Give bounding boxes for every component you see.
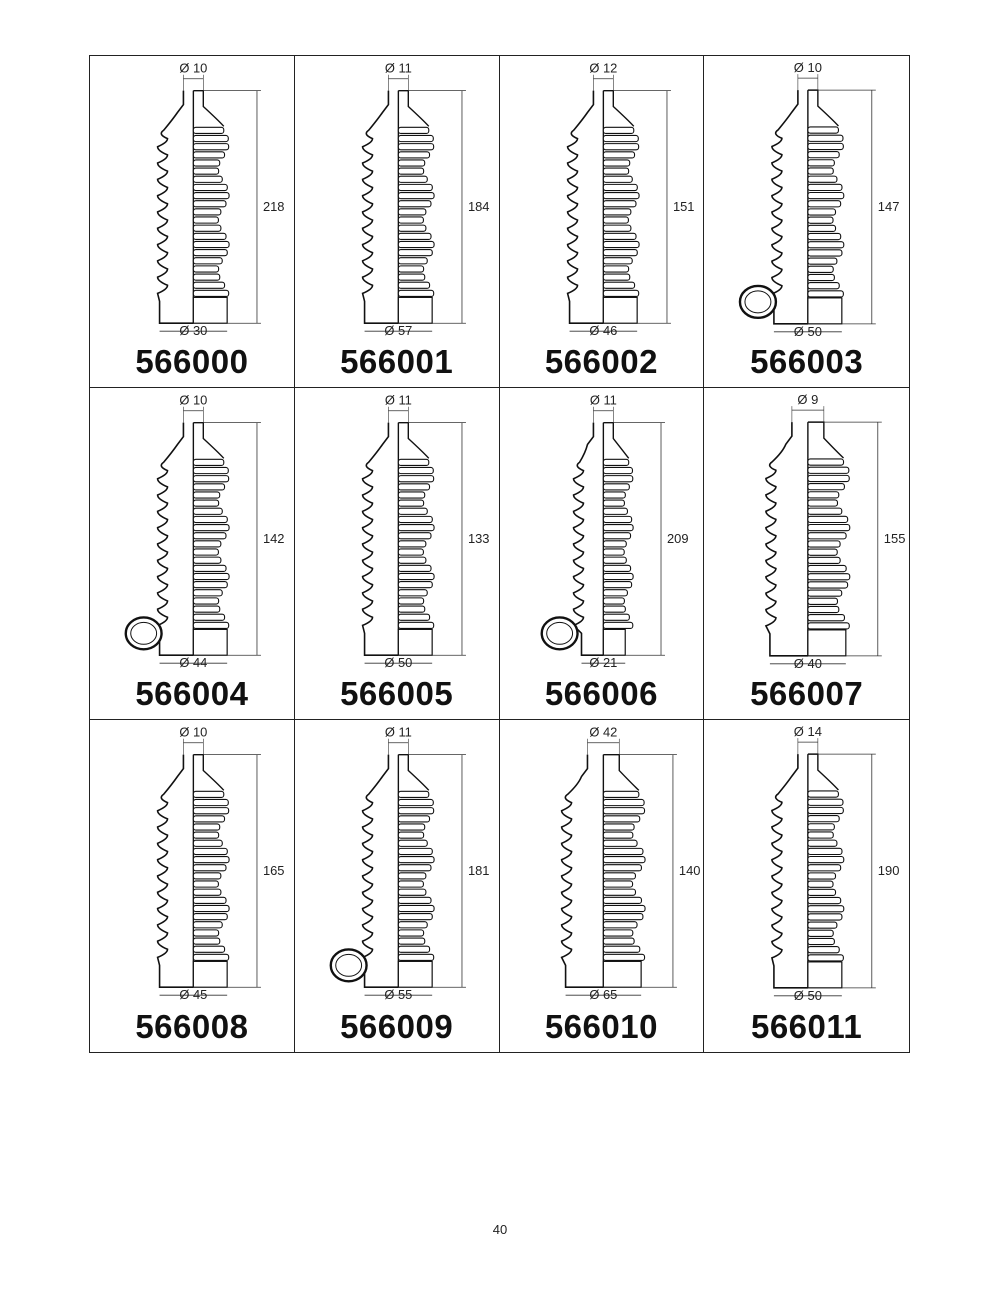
part-card [90,720,295,1052]
part-number: 566011 [750,1008,863,1045]
part-card [500,720,705,1052]
part-number: 566005 [340,675,454,712]
bellows-drawing [500,720,704,1000]
length-label: 184 [467,198,490,214]
part-number: 566010 [544,1008,658,1045]
bottom-diameter-label: Ø 55 [384,987,413,1000]
part-number: 566009 [340,1008,454,1045]
bellows-shape [567,75,670,331]
length-label: 218 [262,198,285,214]
bellows-drawing [704,56,909,336]
bellows-shape [158,75,261,331]
top-diameter-label: Ø 12 [588,60,617,76]
length-label: 155 [884,530,906,546]
part-card [704,720,909,1052]
bottom-diameter-label: Ø 44 [179,655,208,668]
bottom-diameter-label: Ø 50 [794,987,823,1000]
bellows-drawing [704,720,909,1000]
bellows-drawing [295,720,499,1000]
bellows-shape [158,739,261,995]
part-card [295,388,500,720]
part-number: 566003 [750,343,864,380]
part-card [704,388,909,720]
bellows-shape [561,739,676,995]
length-label: 209 [666,530,689,546]
part-card [295,56,500,388]
part-card [90,388,295,720]
bellows-shape [740,74,876,332]
length-label: 142 [262,530,285,546]
bellows-shape [362,75,465,331]
part-card [295,720,500,1052]
part-number: 566008 [135,1008,249,1045]
bellows-drawing [90,56,294,336]
top-diameter-label: Ø 11 [384,392,412,408]
bellows-drawing [295,388,499,668]
part-card [90,56,295,388]
bottom-diameter-label: Ø 50 [384,655,413,668]
top-diameter-label: Ø 14 [794,724,823,740]
part-number: 566004 [135,675,249,712]
bottom-diameter-label: Ø 45 [179,987,208,1000]
bellows-shape [126,407,261,663]
bellows-drawing [500,388,704,668]
length-label: 181 [467,862,490,878]
length-label: 151 [672,198,694,214]
bottom-diameter-label: Ø 50 [794,323,823,336]
bellows-drawing [90,388,294,668]
bellows-drawing [90,720,294,1000]
part-number: 566000 [135,343,249,380]
length-label: 147 [878,198,900,214]
length-label: 165 [262,862,285,878]
bottom-diameter-label: Ø 30 [179,323,208,336]
part-number: 566007 [750,675,864,712]
top-diameter-label: Ø 42 [588,724,617,740]
bellows-shape [362,407,465,663]
bottom-diameter-label: Ø 40 [794,655,823,668]
top-diameter-label: Ø 11 [589,392,617,408]
top-diameter-label: Ø 9 [797,392,819,408]
part-card [500,388,705,720]
bellows-shape [331,739,466,995]
bellows-drawing [704,388,909,668]
bottom-diameter-label: Ø 46 [588,323,617,336]
bellows-shape [766,406,882,664]
part-card [704,56,909,388]
bellows-drawing [500,56,704,336]
top-diameter-label: Ø 10 [794,60,823,76]
top-diameter-label: Ø 10 [179,392,208,408]
bellows-shape [772,738,876,996]
bottom-diameter-label: Ø 65 [588,987,617,1000]
length-label: 133 [467,530,490,546]
bottom-diameter-label: Ø 57 [384,323,413,336]
bottom-diameter-label: Ø 21 [588,655,617,668]
part-number: 566002 [544,343,658,380]
page-number: 40 [492,1222,508,1237]
top-diameter-label: Ø 10 [179,60,208,76]
length-label: 140 [678,862,700,878]
top-diameter-label: Ø 11 [384,724,412,740]
bellows-drawing [295,56,499,336]
part-number: 566001 [340,343,454,380]
top-diameter-label: Ø 11 [384,60,412,76]
bellows-shape [541,407,664,663]
parts-catalog-grid [89,55,910,1053]
top-diameter-label: Ø 10 [179,724,208,740]
part-card [500,56,705,388]
part-number: 566006 [544,675,658,712]
length-label: 190 [878,862,900,878]
